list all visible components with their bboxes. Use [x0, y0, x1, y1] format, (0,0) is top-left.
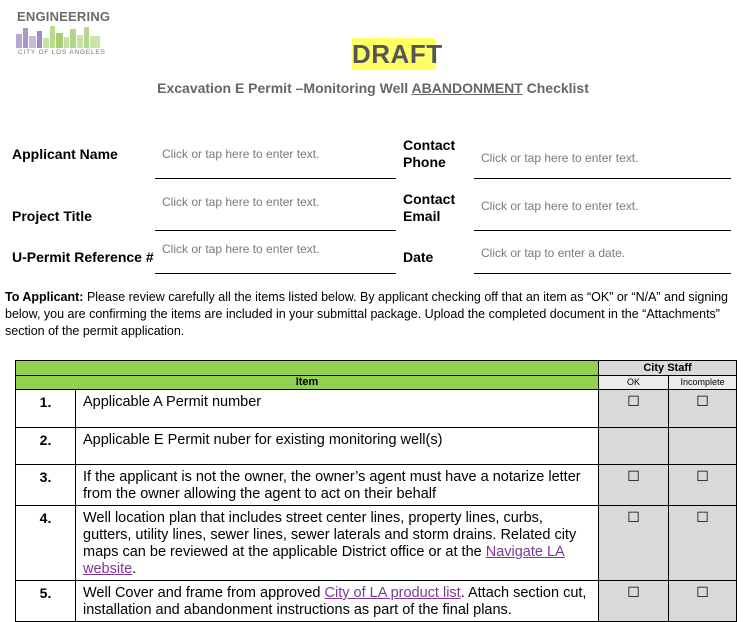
- table-row: [16, 390, 737, 428]
- ok-checkbox[interactable]: ☐: [627, 509, 640, 525]
- table-row: [16, 581, 737, 622]
- row-item-text: [76, 581, 599, 622]
- contact-phone-label: Contact Phone: [403, 137, 456, 170]
- row-number: 4.: [16, 506, 76, 581]
- document-title: [0, 80, 746, 96]
- contact-email-field[interactable]: Click or tap here to enter text.: [481, 199, 639, 213]
- table-row: [16, 428, 737, 465]
- applicant-name-field[interactable]: Click or tap here to enter text.: [162, 147, 320, 161]
- ok-header: OK: [599, 376, 669, 390]
- row-number: 2.: [16, 428, 76, 465]
- title-prefix: Excavation E Permit –Monitoring Well: [157, 80, 412, 96]
- navigate-la-link[interactable]: Navigate LA website: [83, 544, 565, 577]
- applicant-name-label: Applicant Name: [12, 146, 118, 162]
- project-title-field[interactable]: Click or tap here to enter text.: [162, 195, 320, 209]
- applicant-name-underline: [155, 178, 396, 179]
- row-text: Well Cover and frame from approved: [83, 585, 325, 601]
- incomplete-header: Incomplete: [669, 376, 737, 390]
- row-number: 3.: [16, 465, 76, 506]
- row-item-text: [76, 506, 599, 581]
- instructions-text: Please review carefully all the items listed below. By applicant checking off that an item as “OK” or “N/A” and signing below, you are confirming the items are included in your submittal package. Upload the completed document in the “Attachments” section of the permit application.: [5, 290, 728, 338]
- item-header: Item: [16, 376, 599, 390]
- incomplete-checkbox[interactable]: ☐: [696, 393, 709, 409]
- row-number: 5.: [16, 581, 76, 622]
- contact-phone-underline: [474, 178, 731, 179]
- header-green-band: [16, 361, 599, 376]
- date-underline: [474, 273, 731, 274]
- incomplete-checkbox[interactable]: ☐: [696, 468, 709, 484]
- applicant-instructions: [5, 289, 735, 340]
- row-item-text: If the applicant is not the owner, the owner’s agent must have a notarize letter from the owner allowing the agent to act on their behalf: [76, 465, 599, 506]
- logo-subtitle: CITY OF LOS ANGELES: [18, 49, 106, 56]
- draft-banner: DRAFT: [352, 39, 443, 69]
- row-text: Well location plan that includes street center lines, property lines, curbs, gutters, utility lines, sewer lines, sewer laterals and storm drains. Related city maps can be reviewed at the applicable District office or at the: [83, 510, 577, 560]
- row-item-text: Applicable E Permit nuber for existing monitoring well(s): [76, 428, 599, 465]
- project-title-underline: [155, 230, 396, 231]
- instructions-lead: To Applicant:: [5, 290, 84, 304]
- row-item-text: Applicable A Permit number: [76, 390, 599, 428]
- checklist-table: [15, 360, 737, 622]
- city-skyline-logo: [16, 24, 100, 48]
- row-text-after: .: [132, 561, 137, 577]
- row-number: 1.: [16, 390, 76, 428]
- row-text-after: . Attach section cut, installation and abandonment instructions as part of the final plans.: [83, 585, 587, 618]
- incomplete-cell-empty: [669, 428, 737, 465]
- contact-phone-field[interactable]: Click or tap here to enter text.: [481, 151, 639, 165]
- city-staff-header: City Staff: [599, 361, 737, 376]
- contact-email-underline: [474, 230, 731, 231]
- ok-checkbox[interactable]: ☐: [627, 468, 640, 484]
- table-row: [16, 506, 737, 581]
- contact-email-label: Contact Email: [403, 191, 456, 224]
- upermit-field[interactable]: Click or tap here to enter text.: [162, 242, 320, 256]
- ok-checkbox[interactable]: ☐: [627, 584, 640, 600]
- title-suffix: Checklist: [522, 80, 589, 96]
- incomplete-checkbox[interactable]: ☐: [696, 509, 709, 525]
- project-title-label: Project Title: [12, 208, 92, 224]
- title-emphasis: ABANDONMENT: [411, 80, 523, 96]
- date-field[interactable]: Click or tap to enter a date.: [481, 246, 626, 260]
- upermit-label: U-Permit Reference #: [12, 249, 154, 265]
- upermit-underline: [155, 273, 396, 274]
- ok-checkbox[interactable]: ☐: [627, 393, 640, 409]
- date-label: Date: [403, 249, 434, 265]
- product-list-link[interactable]: City of LA product list: [324, 585, 461, 601]
- table-row: [16, 465, 737, 506]
- incomplete-checkbox[interactable]: ☐: [696, 584, 709, 600]
- logo-wordmark: ENGINEERING: [17, 9, 111, 24]
- ok-cell-empty: [599, 428, 669, 465]
